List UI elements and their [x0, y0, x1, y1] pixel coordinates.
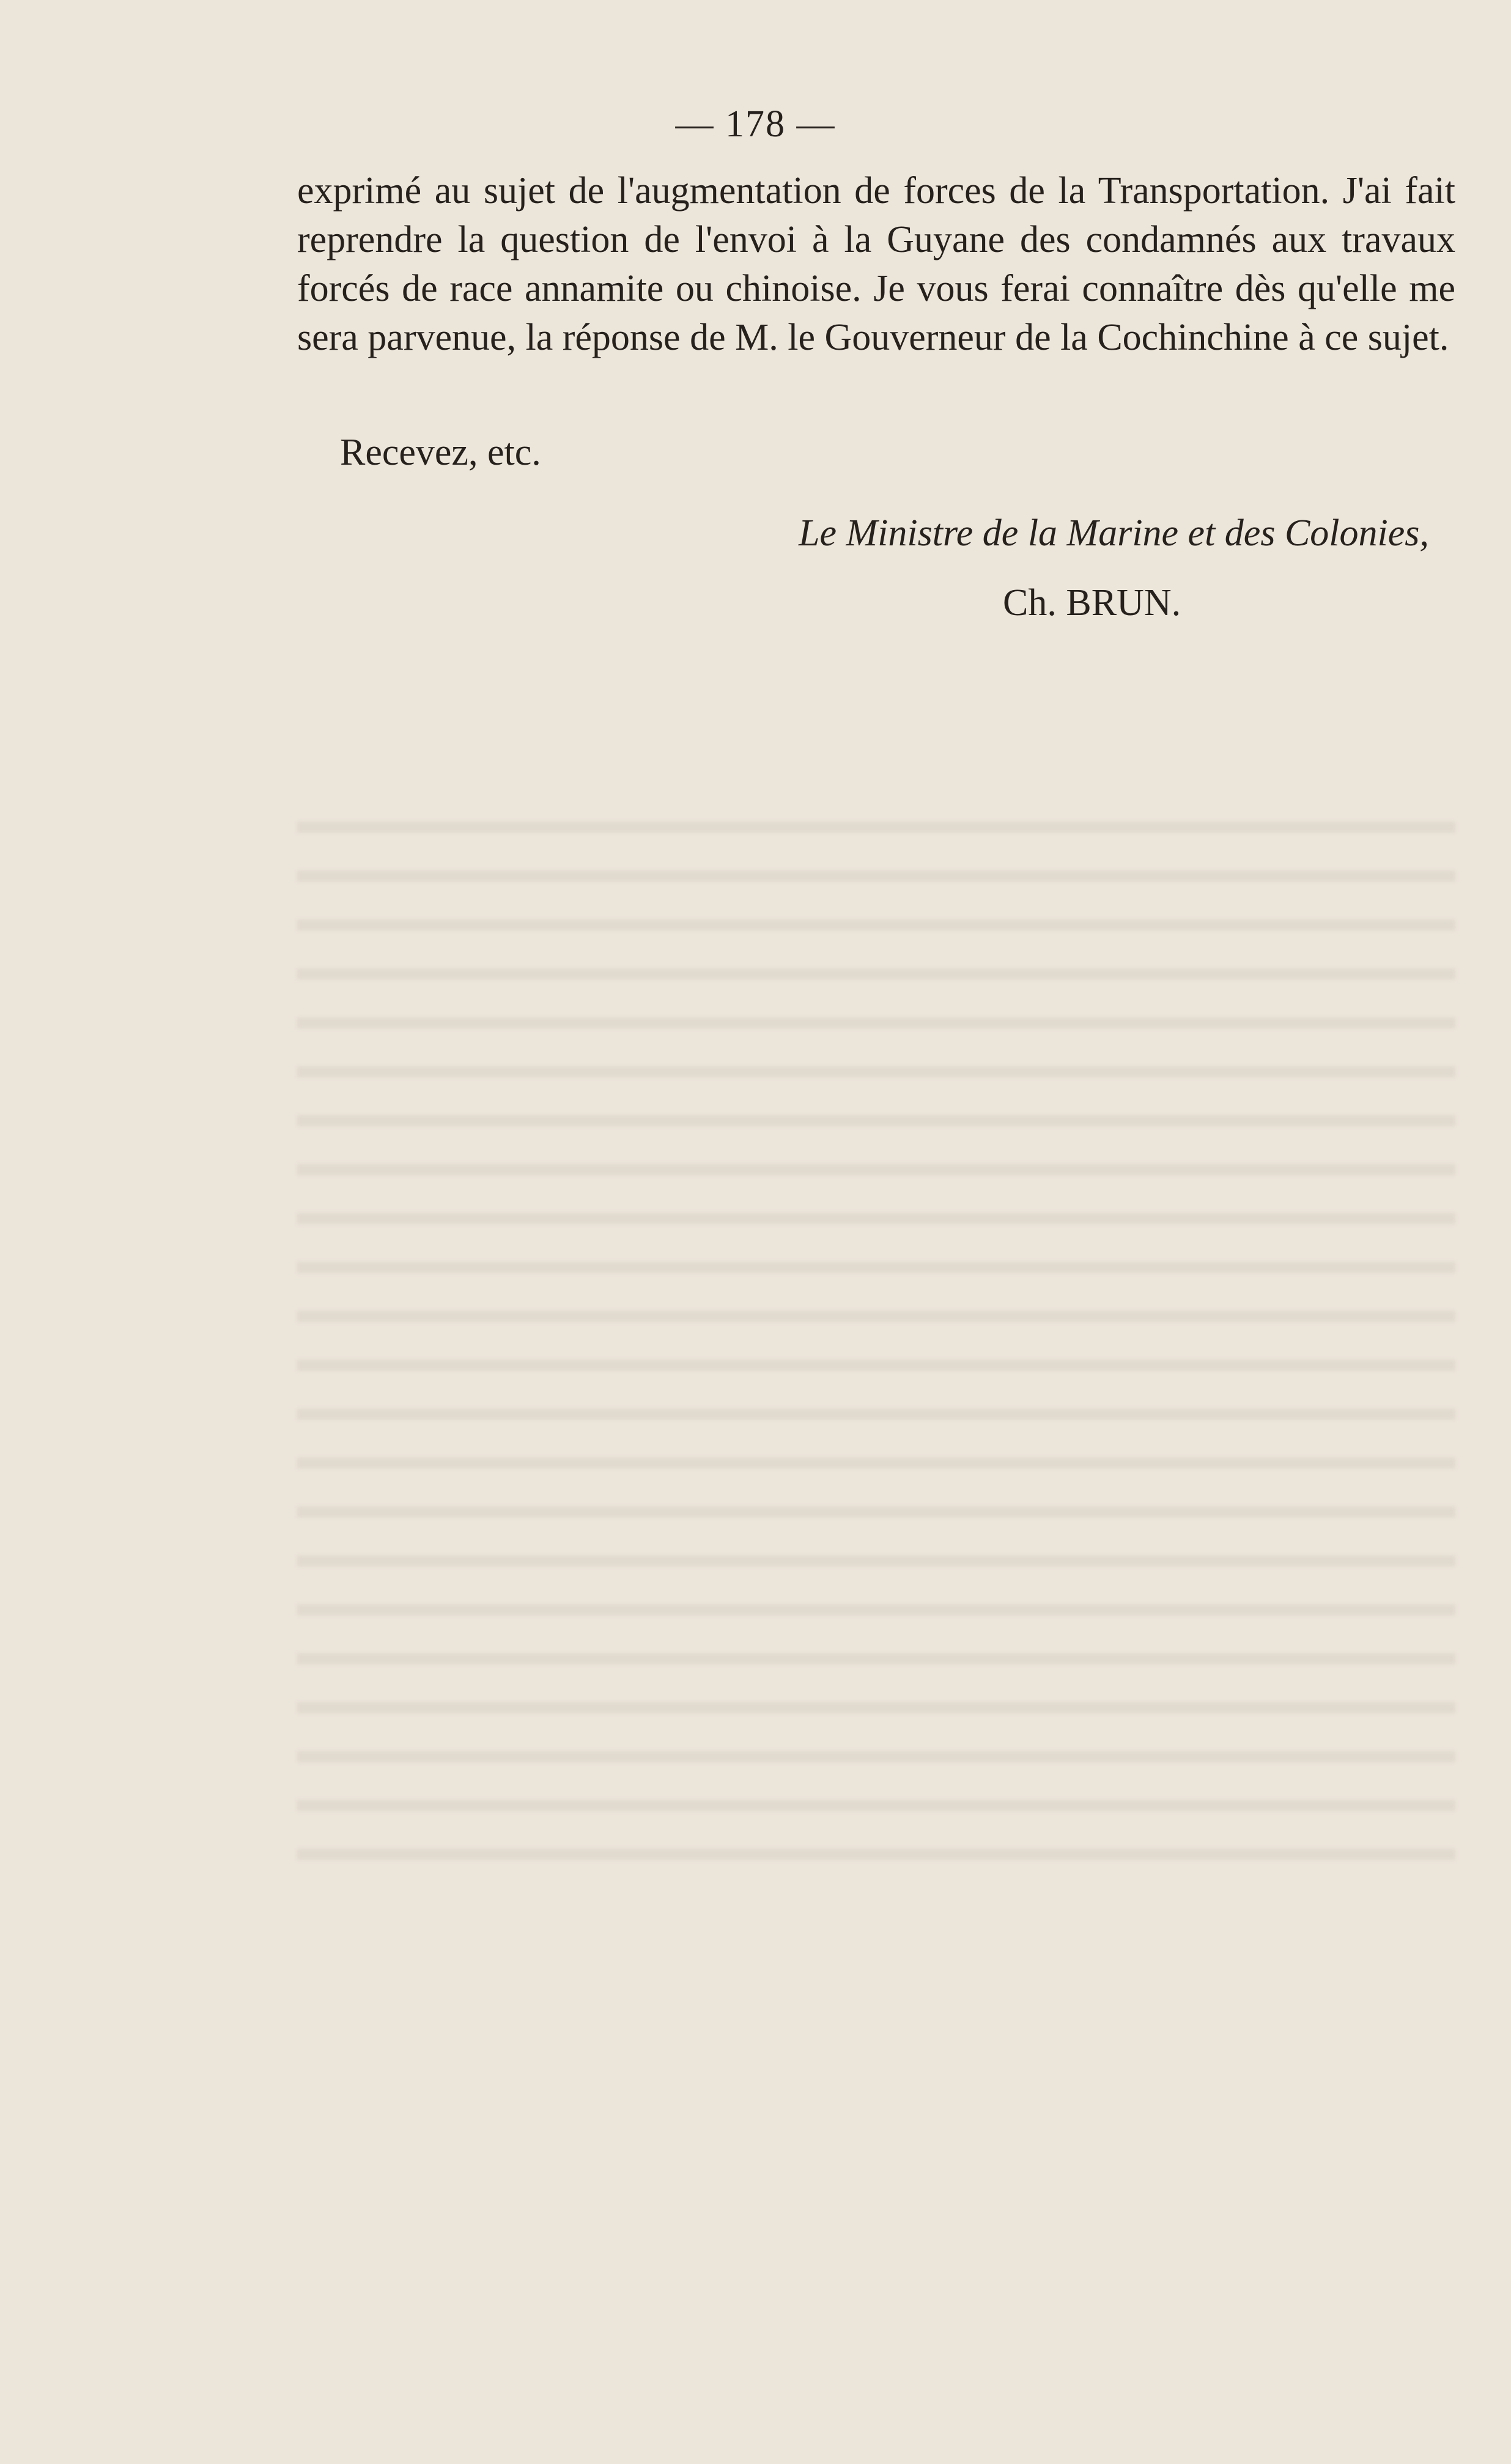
bleed-through-text: [297, 795, 1455, 1895]
signature-name: Ch. BRUN.: [1003, 582, 1181, 624]
closing-formula: Recevez, etc.: [340, 432, 541, 473]
body-text: [297, 166, 1455, 362]
body-paragraph: exprimé au sujet de l'augmentation de forces de la Transportation. J'ai fait reprendre la question de l'envoi à la Guyane des condamnés aux travaux forcés de race annamite ou chinoise. Je vous ferai connaître dès qu'elle me sera parvenue, la réponse de M. le Gouverneur de la Cochinchine à ce sujet.: [297, 170, 1455, 358]
signature-title: Le Ministre de la Marine et des Colonies,: [799, 512, 1429, 554]
page-number: — 178 —: [675, 103, 836, 145]
